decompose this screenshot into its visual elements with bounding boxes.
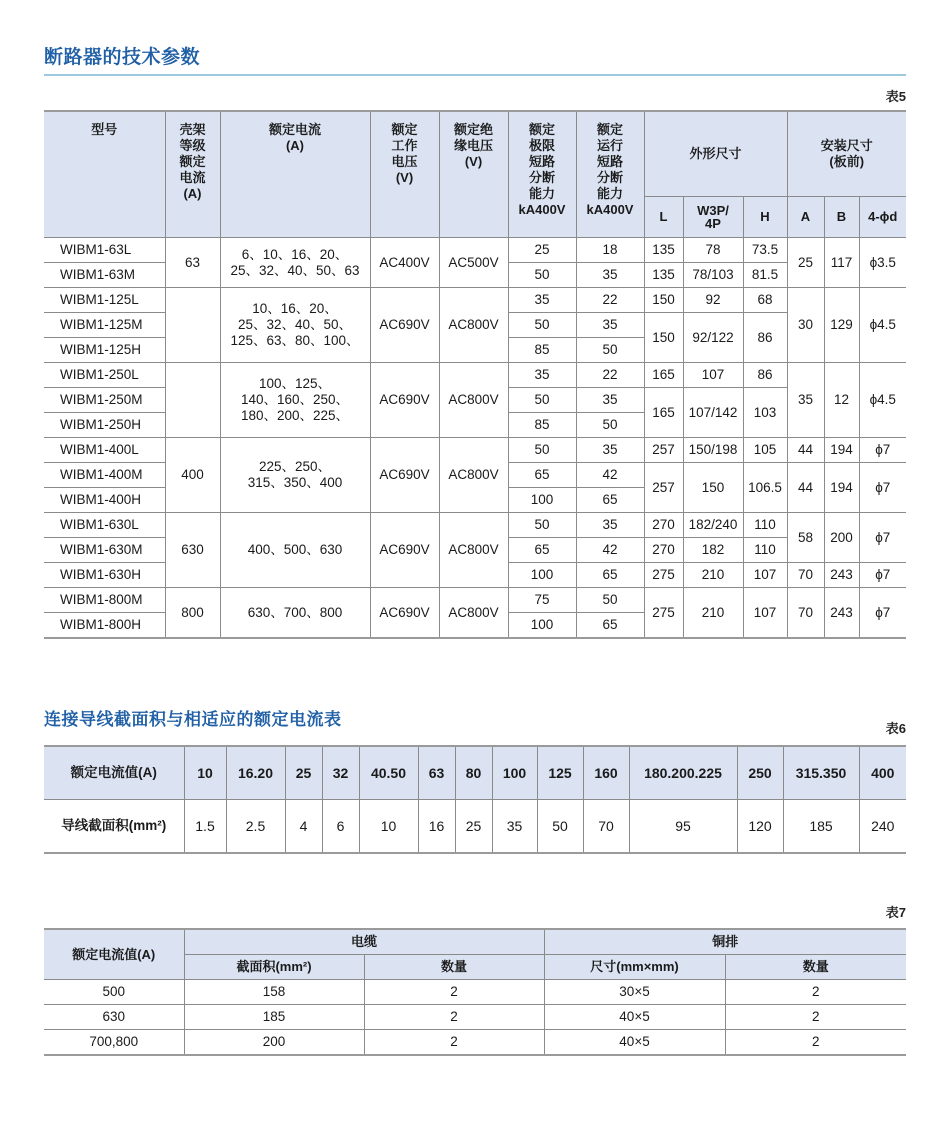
rated-current-value: 125 — [537, 746, 583, 800]
dim-w-cell: 78/103 — [683, 263, 743, 288]
model-cell: WIBM1-250M — [44, 388, 165, 413]
dim-h-cell: 106.5 — [743, 463, 787, 513]
dim-w-cell: 182/240 — [683, 513, 743, 538]
dim-w-cell: 150/198 — [683, 438, 743, 463]
wire-area-value: 10 — [359, 800, 418, 854]
header-dim-l: L — [644, 197, 683, 238]
header-ultimate-breaking: 额定 极限 短路 分断 能力 kA400V — [508, 111, 576, 238]
dim-h-cell: 110 — [743, 513, 787, 538]
service-breaking-cell: 65 — [576, 613, 644, 639]
header-busbar-qty: 数量 — [725, 955, 906, 980]
dim-w-cell: 107 — [683, 363, 743, 388]
wire-area-value: 120 — [737, 800, 783, 854]
ultimate-breaking-cell: 100 — [508, 613, 576, 639]
wire-area-value: 50 — [537, 800, 583, 854]
service-breaking-cell: 22 — [576, 363, 644, 388]
busbar-qty-cell: 2 — [725, 980, 906, 1005]
busbar-size-cell: 40×5 — [544, 1005, 725, 1030]
dim-l-cell: 270 — [644, 538, 683, 563]
dim-w-cell: 210 — [683, 588, 743, 639]
table-6-label: 表6 — [885, 721, 906, 736]
table-7-label: 表7 — [885, 905, 906, 920]
title-divider — [44, 74, 906, 76]
rated-current-cell: 500 — [44, 980, 184, 1005]
rated-current-value: 80 — [455, 746, 492, 800]
mount-d-cell: ϕ4.5 — [859, 363, 906, 438]
service-breaking-cell: 65 — [576, 488, 644, 513]
ultimate-breaking-cell: 50 — [508, 388, 576, 413]
dim-l-cell: 135 — [644, 263, 683, 288]
busbar-size-cell: 40×5 — [544, 1030, 725, 1056]
mount-a-cell: 44 — [787, 463, 824, 513]
rated-current-value: 315.350 — [783, 746, 859, 800]
row-label-rated-current: 额定电流值(A) — [44, 746, 184, 800]
model-cell: WIBM1-63L — [44, 238, 165, 263]
rated-current-value: 160 — [583, 746, 629, 800]
wire-area-value: 25 — [455, 800, 492, 854]
wire-area-value: 95 — [629, 800, 737, 854]
rated-currents-cell: 630、700、800 — [220, 588, 370, 639]
service-breaking-cell: 42 — [576, 538, 644, 563]
dim-l-cell: 275 — [644, 563, 683, 588]
dim-h-cell: 110 — [743, 538, 787, 563]
insulation-voltage-cell: AC800V — [439, 438, 508, 513]
header-cable-area: 截面积(mm²) — [184, 955, 364, 980]
cable-area-cell: 158 — [184, 980, 364, 1005]
wire-area-table — [44, 745, 906, 854]
insulation-voltage-cell: AC800V — [439, 288, 508, 363]
wire-area-value: 4 — [285, 800, 322, 854]
dim-w-cell: 150 — [683, 463, 743, 513]
dim-l-cell: 257 — [644, 438, 683, 463]
dim-h-cell: 103 — [743, 388, 787, 438]
ultimate-breaking-cell: 65 — [508, 538, 576, 563]
model-cell: WIBM1-630M — [44, 538, 165, 563]
table-row — [44, 1005, 906, 1030]
ultimate-breaking-cell: 50 — [508, 513, 576, 538]
rated-currents-cell: 10、16、20、 25、32、40、50、 125、63、80、100、 — [220, 288, 370, 363]
model-cell: WIBM1-400H — [44, 488, 165, 513]
insulation-voltage-cell: AC800V — [439, 588, 508, 639]
dim-w-cell: 92/122 — [683, 313, 743, 363]
service-breaking-cell: 50 — [576, 413, 644, 438]
row-label-wire-area: 导线截面积(mm²) — [44, 800, 184, 854]
mount-d-cell: ϕ7 — [859, 438, 906, 463]
mount-d-cell: ϕ7 — [859, 463, 906, 513]
header-model: 型号 — [44, 111, 165, 238]
dim-l-cell: 150 — [644, 313, 683, 363]
model-cell: WIBM1-630L — [44, 513, 165, 538]
dim-w-cell: 78 — [683, 238, 743, 263]
rated-currents-cell: 6、10、16、20、 25、32、40、50、63 — [220, 238, 370, 288]
rated-currents-cell: 100、125、 140、160、250、 180、200、225、 — [220, 363, 370, 438]
model-cell: WIBM1-630H — [44, 563, 165, 588]
service-breaking-cell: 50 — [576, 588, 644, 613]
mount-d-cell: ϕ7 — [859, 563, 906, 588]
table-row — [44, 438, 906, 463]
dim-h-cell: 105 — [743, 438, 787, 463]
ultimate-breaking-cell: 50 — [508, 313, 576, 338]
table-row — [44, 1030, 906, 1056]
mount-d-cell: ϕ7 — [859, 513, 906, 563]
mount-b-cell: 194 — [824, 463, 859, 513]
header-cable-qty: 数量 — [364, 955, 544, 980]
mount-d-cell: ϕ7 — [859, 588, 906, 639]
frame-current-cell — [165, 363, 220, 438]
wire-area-value: 2.5 — [226, 800, 285, 854]
cable-qty-cell: 2 — [364, 1005, 544, 1030]
dim-l-cell: 135 — [644, 238, 683, 263]
service-breaking-cell: 22 — [576, 288, 644, 313]
ultimate-breaking-cell: 25 — [508, 238, 576, 263]
dim-w-cell: 92 — [683, 288, 743, 313]
insulation-voltage-cell: AC800V — [439, 363, 508, 438]
dim-l-cell: 270 — [644, 513, 683, 538]
model-cell: WIBM1-250L — [44, 363, 165, 388]
dim-w-cell: 210 — [683, 563, 743, 588]
insulation-voltage-cell: AC500V — [439, 238, 508, 288]
frame-current-cell: 63 — [165, 238, 220, 288]
cable-qty-cell: 2 — [364, 980, 544, 1005]
dim-l-cell: 257 — [644, 463, 683, 513]
model-cell: WIBM1-125H — [44, 338, 165, 363]
header-working-voltage: 额定 工作 电压 (V) — [370, 111, 439, 238]
mount-b-cell: 117 — [824, 238, 859, 288]
mount-a-cell: 30 — [787, 288, 824, 363]
dim-l-cell: 165 — [644, 363, 683, 388]
header-mount-a: A — [787, 197, 824, 238]
service-breaking-cell: 35 — [576, 513, 644, 538]
frame-current-cell: 630 — [165, 513, 220, 588]
wire-area-value: 240 — [859, 800, 906, 854]
mount-d-cell: ϕ3.5 — [859, 238, 906, 288]
wire-area-value: 6 — [322, 800, 359, 854]
rated-current-value: 180.200.225 — [629, 746, 737, 800]
cable-busbar-table — [44, 928, 906, 1056]
header-busbar: 铜排 — [544, 929, 906, 955]
insulation-voltage-cell: AC800V — [439, 513, 508, 588]
table-row — [44, 588, 906, 613]
header-dim-w: W3P/ 4P — [683, 197, 743, 238]
mount-a-cell: 35 — [787, 363, 824, 438]
table-row — [44, 238, 906, 263]
header-cable: 电缆 — [184, 929, 544, 955]
ultimate-breaking-cell: 75 — [508, 588, 576, 613]
working-voltage-cell: AC400V — [370, 238, 439, 288]
working-voltage-cell: AC690V — [370, 438, 439, 513]
ultimate-breaking-cell: 100 — [508, 488, 576, 513]
breaker-spec-table — [44, 110, 906, 639]
ultimate-breaking-cell: 65 — [508, 463, 576, 488]
wire-area-value: 185 — [783, 800, 859, 854]
wire-area-value: 1.5 — [184, 800, 226, 854]
model-cell: WIBM1-125M — [44, 313, 165, 338]
dim-h-cell: 86 — [743, 313, 787, 363]
rated-currents-cell: 225、250、 315、350、400 — [220, 438, 370, 513]
table-row — [44, 513, 906, 538]
service-breaking-cell: 50 — [576, 338, 644, 363]
ultimate-breaking-cell: 85 — [508, 413, 576, 438]
model-cell: WIBM1-250H — [44, 413, 165, 438]
frame-current-cell: 800 — [165, 588, 220, 639]
mount-a-cell: 70 — [787, 588, 824, 639]
header-mounting: 安装尺寸 (板前) — [787, 111, 906, 197]
service-breaking-cell: 42 — [576, 463, 644, 488]
cable-qty-cell: 2 — [364, 1030, 544, 1056]
dim-l-cell: 150 — [644, 288, 683, 313]
table-row — [44, 363, 906, 388]
header-dim-h: H — [743, 197, 787, 238]
rated-current-value: 400 — [859, 746, 906, 800]
working-voltage-cell: AC690V — [370, 588, 439, 639]
dim-l-cell: 275 — [644, 588, 683, 639]
rated-current-value: 250 — [737, 746, 783, 800]
table-row — [44, 288, 906, 313]
table-5-label: 表5 — [885, 89, 906, 104]
ultimate-breaking-cell: 35 — [508, 288, 576, 313]
busbar-qty-cell: 2 — [725, 1005, 906, 1030]
service-breaking-cell: 35 — [576, 263, 644, 288]
cable-area-cell: 200 — [184, 1030, 364, 1056]
service-breaking-cell: 35 — [576, 388, 644, 413]
dim-w-cell: 182 — [683, 538, 743, 563]
rated-current-value: 16.20 — [226, 746, 285, 800]
ultimate-breaking-cell: 35 — [508, 363, 576, 388]
dim-h-cell: 81.5 — [743, 263, 787, 288]
wire-area-value: 70 — [583, 800, 629, 854]
mount-a-cell: 70 — [787, 563, 824, 588]
table-row — [44, 980, 906, 1005]
frame-current-cell: 400 — [165, 438, 220, 513]
working-voltage-cell: AC690V — [370, 288, 439, 363]
section-title-wire-table: 连接导线截面积与相适应的额定电流表 — [44, 710, 342, 729]
dim-h-cell: 107 — [743, 588, 787, 639]
header-busbar-size: 尺寸(mm×mm) — [544, 955, 725, 980]
dim-h-cell: 73.5 — [743, 238, 787, 263]
dim-h-cell: 68 — [743, 288, 787, 313]
ultimate-breaking-cell: 85 — [508, 338, 576, 363]
header-frame-current: 壳架 等级 额定 电流 (A) — [165, 111, 220, 238]
header-rated-current-value: 额定电流值(A) — [44, 929, 184, 980]
ultimate-breaking-cell: 100 — [508, 563, 576, 588]
working-voltage-cell: AC690V — [370, 363, 439, 438]
wire-area-value: 16 — [418, 800, 455, 854]
dim-h-cell: 107 — [743, 563, 787, 588]
rated-currents-cell: 400、500、630 — [220, 513, 370, 588]
model-cell: WIBM1-400M — [44, 463, 165, 488]
header-mount-b: B — [824, 197, 859, 238]
service-breaking-cell: 18 — [576, 238, 644, 263]
model-cell: WIBM1-800M — [44, 588, 165, 613]
section-title-breaker-params: 断路器的技术参数 — [44, 47, 201, 68]
model-cell: WIBM1-63M — [44, 263, 165, 288]
rated-current-value: 10 — [184, 746, 226, 800]
service-breaking-cell: 35 — [576, 313, 644, 338]
dim-h-cell: 86 — [743, 363, 787, 388]
mount-a-cell: 58 — [787, 513, 824, 563]
mount-a-cell: 25 — [787, 238, 824, 288]
header-service-breaking: 额定 运行 短路 分断 能力 kA400V — [576, 111, 644, 238]
ultimate-breaking-cell: 50 — [508, 263, 576, 288]
mount-b-cell: 243 — [824, 588, 859, 639]
rated-current-cell: 630 — [44, 1005, 184, 1030]
mount-b-cell: 200 — [824, 513, 859, 563]
mount-b-cell: 129 — [824, 288, 859, 363]
busbar-qty-cell: 2 — [725, 1030, 906, 1056]
rated-current-value: 32 — [322, 746, 359, 800]
header-rated-current: 额定电流 (A) — [220, 111, 370, 238]
rated-current-value: 100 — [492, 746, 537, 800]
mount-d-cell: ϕ4.5 — [859, 288, 906, 363]
cable-area-cell: 185 — [184, 1005, 364, 1030]
ultimate-breaking-cell: 50 — [508, 438, 576, 463]
rated-current-value: 25 — [285, 746, 322, 800]
mount-b-cell: 243 — [824, 563, 859, 588]
model-cell: WIBM1-125L — [44, 288, 165, 313]
frame-current-cell — [165, 288, 220, 363]
mount-b-cell: 12 — [824, 363, 859, 438]
busbar-size-cell: 30×5 — [544, 980, 725, 1005]
dim-w-cell: 107/142 — [683, 388, 743, 438]
header-dimensions: 外形尺寸 — [644, 111, 787, 197]
header-mount-d: 4-ϕd — [859, 197, 906, 238]
model-cell: WIBM1-800H — [44, 613, 165, 639]
rated-current-value: 63 — [418, 746, 455, 800]
service-breaking-cell: 65 — [576, 563, 644, 588]
rated-current-value: 40.50 — [359, 746, 418, 800]
service-breaking-cell: 35 — [576, 438, 644, 463]
mount-b-cell: 194 — [824, 438, 859, 463]
dim-l-cell: 165 — [644, 388, 683, 438]
wire-area-value: 35 — [492, 800, 537, 854]
model-cell: WIBM1-400L — [44, 438, 165, 463]
rated-current-cell: 700,800 — [44, 1030, 184, 1056]
header-insulation-voltage: 额定绝 缘电压 (V) — [439, 111, 508, 238]
mount-a-cell: 44 — [787, 438, 824, 463]
working-voltage-cell: AC690V — [370, 513, 439, 588]
